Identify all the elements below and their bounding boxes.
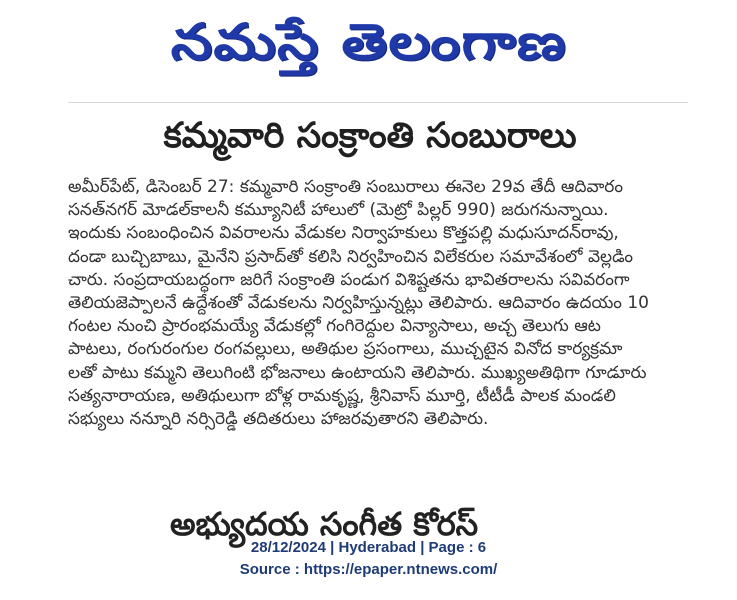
article-line: పాటలు, రంగురంగుల రంగవల్లులు, అతిథుల ప్రసంగాలు, ముచ్చటైన వినోద కార్యక్రమా <box>68 339 623 360</box>
article-line: తెలియజెప్పాలనే ఉద్దేశంతో వేడుకలను నిర్వహిస్తున్నట్లు తెలిపారు. ఆదివారం ఉదయం 10 <box>68 292 649 313</box>
article-line: ఇందుకు సంబంధించిన వివరాలను వేడుకల నిర్వాహకులు కొత్తపల్లి మధుసూదన్‌రావు, <box>68 223 619 244</box>
article-line: సత్యనారాయణ, అతిథులుగా బోళ్ల రామకృష్ణ, శ్రీనివాస్‌ మూర్తి, టీటీడీ పాలక మండలి <box>68 385 616 406</box>
newspaper-logo: నమస్తే తెలంగాణ <box>170 13 567 71</box>
article-line: గంటల నుంచి ప్రారంభమయ్యే వేడుకల్లో గంగిరెద్దుల విన్యాసాలు, అచ్చ తెలుగు ఆట <box>68 316 601 337</box>
article-line: సభ్యులు నన్నూరి నర్సిరెడ్డి తదితరులు హాజరవుతారని తెలిపారు. <box>68 408 489 429</box>
date-city-page: 28/12/2024 | Hyderabad | Page : 6 <box>250 539 487 556</box>
article-headline: కమ్మవారి సంక్రాంతి సంబురాలు <box>163 116 577 156</box>
article-line: లతో పాటు కమ్మని తెలుగింటి భోజనాలు ఉంటాయని తెలిపారు. ముఖ్యఅతిథిగా గూడూరు <box>68 362 647 383</box>
next-article-headline-cropped <box>60 500 680 543</box>
next-article-headline: అభ్యుదయ సంగీత కోరస్‌ <box>170 505 479 543</box>
divider <box>68 102 688 103</box>
article-line: దండా బుచ్చిబాబు, మైనేని ప్రసాద్‌తో కలిసి నిర్వహించిన విలేకరుల సమావేశంలో వెల్లడిం <box>68 246 634 267</box>
clipping-footer <box>0 537 737 581</box>
masthead <box>0 4 737 84</box>
article-line: సనత్‌నగర్‌ మోడల్‌కాలనీ కమ్యూనిటీ హాలులో (మెట్రో పిల్లర్‌ 990) జరుగనున్నాయి. <box>68 200 609 221</box>
article-body <box>68 176 688 478</box>
article-line: అమీర్‌పేట్‌, డిసెంబర్‌ 27: కమ్మవారి సంక్రాంతి సంబురాలు ఈనెల 29వ తేదీ ఆదివారం <box>68 177 623 197</box>
article-line: చారు. సంప్రదాయబద్ధంగా జరిగే సంక్రాంతి పండుగ విశిష్టతను భావితరాలను సవివరంగా <box>68 269 630 290</box>
source-link: Source : https://epaper.ntnews.com/ <box>239 561 498 578</box>
